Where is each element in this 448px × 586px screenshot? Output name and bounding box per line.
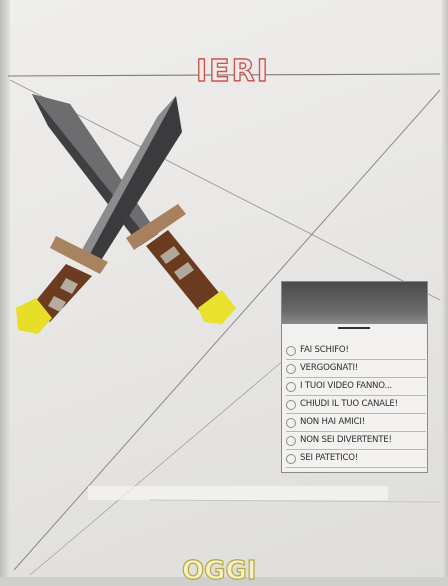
list-item: [286, 450, 426, 468]
avatar-icon: [286, 364, 296, 374]
list-item: [286, 414, 426, 432]
message-text: SEI PATETICO!: [300, 453, 359, 463]
avatar-icon: [286, 382, 296, 392]
crossed-swords-icon: [8, 86, 248, 346]
message-text: I TUOI VIDEO FANNO...: [300, 381, 393, 391]
message-text: FAI SCHIFO!: [300, 345, 349, 355]
message-text: NON SEI DIVERTENTE!: [300, 435, 392, 445]
sword-b: [16, 96, 182, 334]
avatar-icon: [286, 454, 296, 464]
message-list: [286, 342, 426, 468]
phone-screen: [282, 282, 427, 324]
drawing-title: IERI: [196, 54, 270, 89]
phone-icon: [281, 281, 428, 473]
message-text: CHIUDI IL TUO CANALE!: [300, 399, 398, 409]
avatar-icon: [286, 346, 296, 356]
diagonal-line-3: [30, 360, 284, 575]
phone-speaker: [338, 327, 370, 329]
avatar-icon: [286, 418, 296, 428]
list-item: [286, 360, 426, 378]
list-item: [286, 396, 426, 414]
list-item: [286, 342, 426, 360]
message-text: NON HAI AMICI!: [300, 417, 365, 427]
fold-line: [150, 500, 440, 502]
avatar-icon: [286, 400, 296, 410]
avatar-icon: [286, 436, 296, 446]
paper-crease: [88, 486, 388, 500]
list-item: [286, 432, 426, 450]
drawing-bottom-title: OGGI: [182, 556, 257, 586]
message-text: VERGOGNATI!: [300, 363, 359, 373]
list-item: [286, 378, 426, 396]
